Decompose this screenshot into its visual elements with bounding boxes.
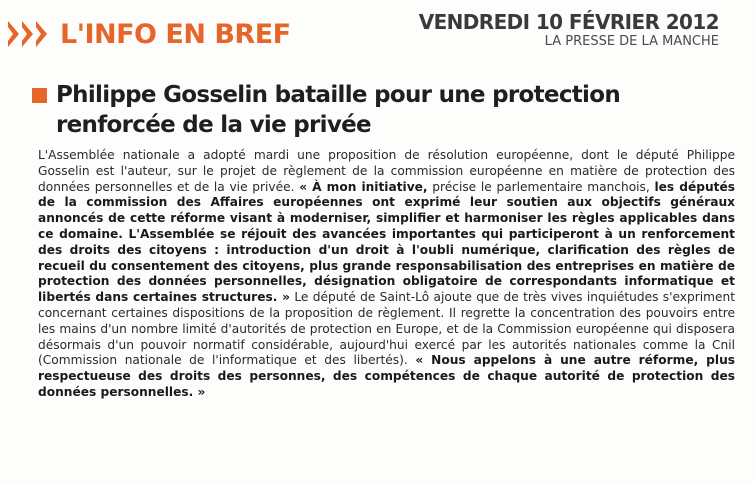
square-bullet-icon	[32, 88, 47, 103]
article-headline: Philippe Gosselin bataille pour une protection renforcée de la vie privée	[56, 82, 621, 138]
body-segment: précise le parlementaire manchois,	[427, 179, 655, 194]
chevron-right-icon	[22, 21, 33, 47]
section-rubric	[8, 14, 291, 54]
section-title: L'INFO EN BREF	[60, 18, 291, 50]
article-body	[38, 148, 735, 401]
body-segment: Le député de Saint-Lô ajoute que de très vives inquiétudes s'expriment concernant certaines dispositions de la proposition de règlement. Il regrette la concentration des pouvoirs entre les mains d'un nombre limité d'autorités de protection en Europe, et de la Commission européenne qui disposera désormais d'un pouvoir normatif considérable, aujourd'hui exercé par les autorités nationales comme la Cnil (Commission nationale de l'informatique et des libertés).	[38, 290, 735, 368]
body-segment: L'Assemblée nationale a adopté mardi une proposition de résolution européenne, dont le député Philippe Gosselin est l'auteur, sur le projet de règlement de la commission européenne en matière de protection des données personnelles et de la vie privée.	[38, 148, 735, 194]
body-segment-bold: « Nous appelons à une autre réforme, plus respectueuse des droits des personnes, des compétences de chaque autorité de protection des données personnelles. »	[38, 353, 735, 399]
publication-date: VENDREDI 10 FÉVRIER 2012	[418, 10, 719, 34]
chevron-right-icon	[36, 21, 47, 47]
publication-source: LA PRESSE DE LA MANCHE	[544, 34, 719, 49]
headline-block	[34, 80, 724, 140]
body-segment-bold: « À mon initiative,	[299, 179, 428, 194]
chevron-right-icon	[8, 21, 19, 47]
body-segment-bold: les députés de la commission des Affaires européennes ont exprimé leur soutien aux objectifs généraux annoncés de cette réforme visant à moderniser, simplifier et harmoniser les règles applicables dans ce domaine. L'Assemblée se réjouit des avancées importantes qui participeront à un renforcement des droits des citoyens : introduction d'un droit à l'oubli numérique, clarification des règles de recueil du consentement des citoyens, plus grande responsabilisation des entreprises en matière de protection des données personnelles, désignation obligatoire de correspondants informatique et libertés dans certaines structures. »	[38, 179, 735, 305]
dateline	[419, 10, 719, 50]
